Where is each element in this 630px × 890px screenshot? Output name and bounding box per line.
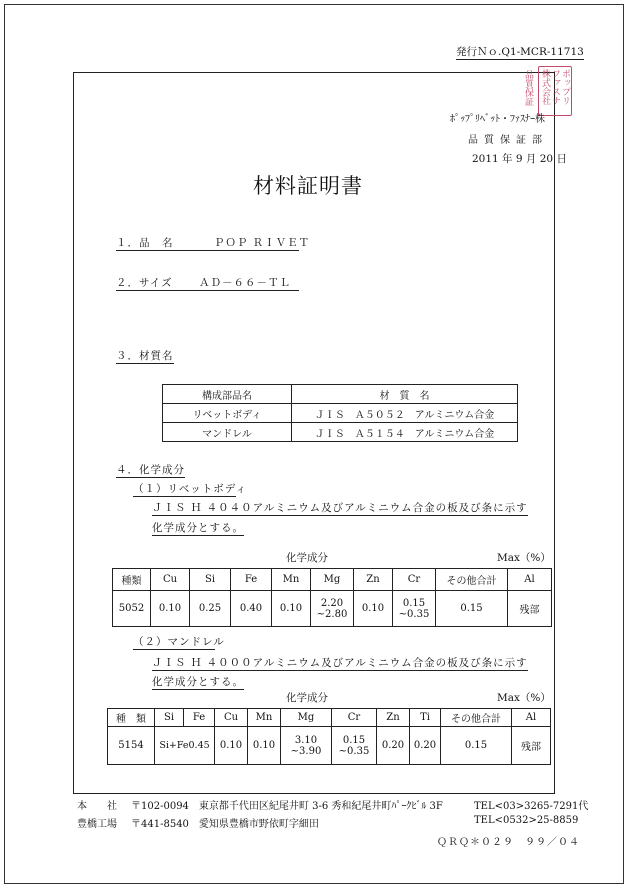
- header-cell: Al: [512, 709, 551, 727]
- table-cell: 0.10: [354, 591, 393, 627]
- table-cell: リベットボディ: [163, 404, 292, 423]
- table-row: [163, 404, 518, 423]
- material-table: [162, 384, 518, 442]
- item-product-name: [116, 235, 311, 251]
- table-cell: 0.10: [272, 591, 311, 627]
- table-cell: 0.15: [441, 727, 512, 765]
- header-cell: その他合計: [436, 569, 508, 591]
- chemical-table-mandrel: [107, 708, 551, 765]
- item-chemical-heading: ４．化学成分: [116, 464, 185, 476]
- standard-text: ＪＩＳ Ｈ ４０００アルミニウム及びアルミニウム合金の板及び条に示す: [152, 657, 528, 669]
- table-header-row: [108, 709, 551, 727]
- footer-plant-address: 〒441-8540 愛知県豊橋市野依町字細田: [131, 819, 319, 830]
- table-title: 化学成分: [286, 692, 328, 704]
- issuer-company: ﾎﾟｯﾌﾟﾘﾍﾞｯﾄ・ﾌｧｽﾅｰ株: [450, 114, 545, 125]
- table-cell: 残部: [508, 591, 552, 627]
- header-cell: Fe: [184, 709, 215, 727]
- company-seal-part: 品質保証: [523, 70, 533, 106]
- table-cell: 0.10: [248, 727, 281, 765]
- header-cell: Al: [508, 569, 552, 591]
- header-cell: Cr: [332, 709, 377, 727]
- item-label: ２．サイズ: [116, 277, 173, 289]
- table-cell: 0.15 ~0.35: [332, 727, 377, 765]
- item-material-heading: ３．材質名: [116, 350, 174, 362]
- company-seal: ポップリ ファスナ 株式会社: [538, 66, 572, 116]
- subsection-mandrel: （２）マンドレル: [133, 636, 225, 648]
- table-cell: 0.10: [151, 591, 190, 627]
- header-cell: Zn: [377, 709, 410, 727]
- item-value: ＡＤ－６６－ＴＬ: [199, 277, 292, 289]
- page-title: 材料証明書: [253, 174, 363, 198]
- table-unit: Max（%）: [497, 692, 551, 704]
- header-cell: Mg: [281, 709, 332, 727]
- table-cell: 0.15: [436, 591, 508, 627]
- item-label: １．品 名: [116, 237, 174, 249]
- issuer-department: 品質保証部: [468, 135, 548, 146]
- header-cell: 材 質 名: [292, 385, 518, 404]
- table-row: [163, 423, 518, 442]
- standard-text: 化学成分とする。: [152, 522, 244, 534]
- table-cell: 0.20: [377, 727, 410, 765]
- footer-plant-tel: TEL<0532>25-8859: [474, 815, 579, 826]
- header-cell: その他合計: [441, 709, 512, 727]
- header-cell: 構成部品名: [163, 385, 292, 404]
- table-cell: 0.10: [215, 727, 248, 765]
- item-size: [116, 275, 299, 291]
- issue-date: 2011 年 9 月 20 日: [472, 153, 567, 165]
- form-code: ＱＲＱ＊０２９ ９９／０４: [437, 837, 580, 848]
- chemical-table-body: [112, 568, 552, 627]
- table-header-row: [113, 569, 552, 591]
- header-cell: 種類: [113, 569, 151, 591]
- table-cell: 3.10 ~3.90: [281, 727, 332, 765]
- table-title: 化学成分: [286, 552, 328, 564]
- table-cell: 5052: [113, 591, 151, 627]
- subsection-rivet-body: （１）リベットボディ: [133, 483, 247, 495]
- table-cell: マンドレル: [163, 423, 292, 442]
- header-cell: Cu: [215, 709, 248, 727]
- table-header-row: [163, 385, 518, 404]
- table-cell: 0.15 ~0.35: [393, 591, 436, 627]
- table-unit: Max（%）: [497, 552, 551, 564]
- footer-hq-address: 〒102-0094 東京都千代田区紀尾井町 3-6 秀和紀尾井町ﾊﾟｰｸﾋﾞﾙ 3F: [131, 801, 443, 812]
- header-cell: Mn: [248, 709, 281, 727]
- footer-hq-label: 本 社: [77, 801, 117, 812]
- item-value: ＰＯＰ ＲＩＶＥＴ: [213, 237, 311, 249]
- header-cell: Cr: [393, 569, 436, 591]
- table-cell: 残部: [512, 727, 551, 765]
- header-cell: Zn: [354, 569, 393, 591]
- header-cell: Ti: [410, 709, 441, 727]
- header-cell: Fe: [231, 569, 272, 591]
- table-cell: 0.20: [410, 727, 441, 765]
- header-cell: Mn: [272, 569, 311, 591]
- table-cell: ＪＩＳ Ａ５０５２ アルミニウム合金: [292, 404, 518, 423]
- footer-plant-label: 豊橋工場: [77, 819, 117, 830]
- header-cell: Mg: [311, 569, 354, 591]
- standard-text: ＪＩＳ Ｈ ４０４０アルミニウム及びアルミニウム合金の板及び条に示す: [152, 502, 528, 514]
- standard-text: 化学成分とする。: [152, 676, 244, 688]
- table-cell: Si+Fe0.45: [155, 727, 215, 765]
- document-number: 発行Ｎｏ.Q1-MCR-11713: [456, 46, 584, 58]
- header-cell: 種 類: [108, 709, 155, 727]
- table-cell: 0.25: [190, 591, 231, 627]
- table-cell: ＪＩＳ Ａ５１５４ アルミニウム合金: [292, 423, 518, 442]
- footer-hq-tel: TEL<03>3265-7291代: [474, 801, 589, 812]
- header-cell: Si: [155, 709, 184, 727]
- table-cell: 5154: [108, 727, 155, 765]
- table-cell: 2.20 ~2.80: [311, 591, 354, 627]
- table-cell: 0.40: [231, 591, 272, 627]
- header-cell: Cu: [151, 569, 190, 591]
- header-cell: Si: [190, 569, 231, 591]
- table-row: [113, 591, 552, 627]
- table-row: [108, 727, 551, 765]
